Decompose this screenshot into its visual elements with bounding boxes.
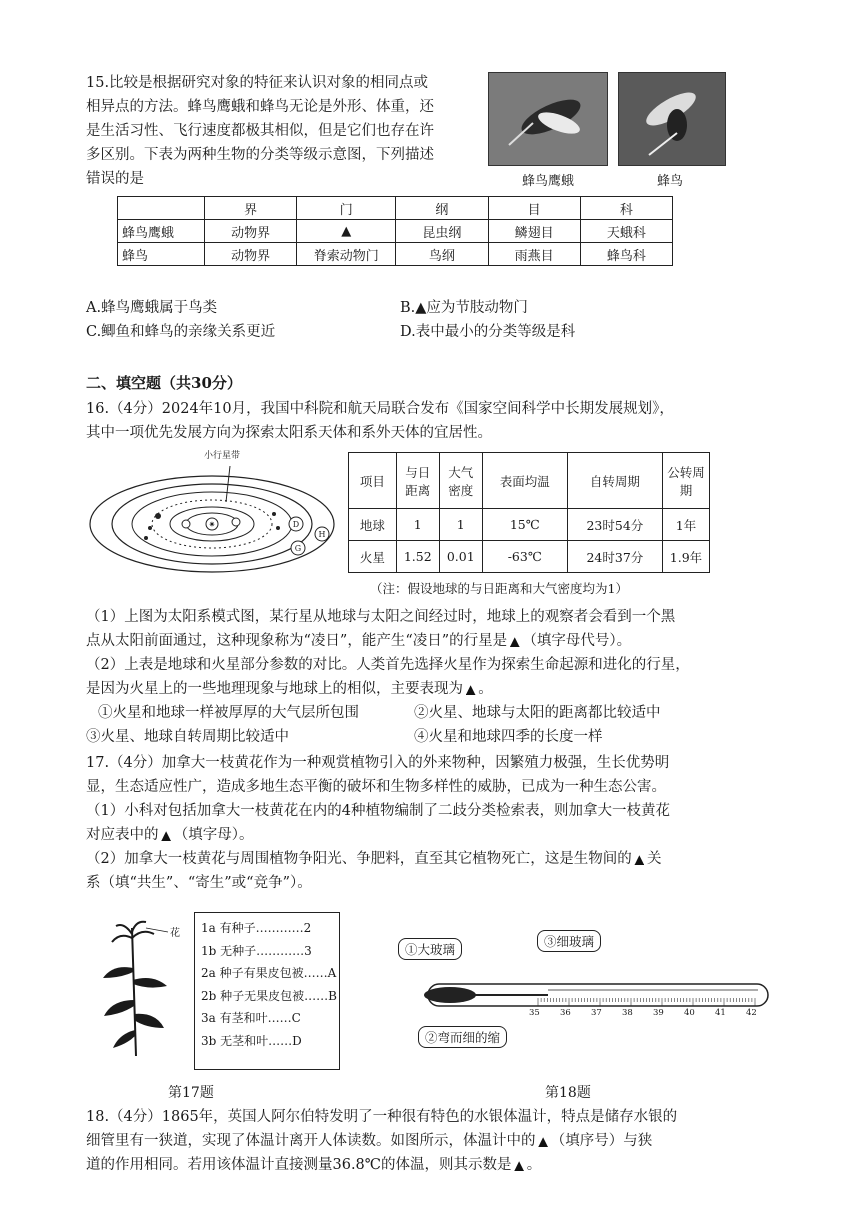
table-row bbox=[349, 541, 710, 573]
option-d: D.表中最小的分类等级是科 bbox=[400, 324, 576, 340]
classification-table bbox=[117, 196, 673, 266]
table-row bbox=[118, 243, 673, 266]
table-cell: 自转周期 bbox=[567, 453, 662, 509]
q15-line: 是生活习性、飞行速度都极其相似，但是它们也存在许 bbox=[86, 123, 434, 139]
figure-caption-17: 第17题 bbox=[168, 1085, 214, 1101]
q18-line-2: 细管里有一狭道，实现了体温计离开人体读数。如图所示，体温计中的 ▲ （填序号）与狭 bbox=[86, 1133, 653, 1149]
hummingbird-photo bbox=[618, 72, 726, 166]
q15-line: 相异点的方法。蜂鸟鹰蛾和蜂鸟无论是外形、体重，还 bbox=[86, 99, 434, 115]
q17-line: 显，生态适应性广，造成多地生态平衡的破坏和生物多样性的威胁，已成为一种生态公害。 bbox=[86, 779, 666, 795]
option-c: C.鲫鱼和蜂鸟的亲缘关系更近 bbox=[86, 324, 276, 340]
q17-line: 17.（4分）加拿大一枝黄花作为一种观赏植物引入的外来物种，因繁殖力极强，生长优势明 bbox=[86, 755, 670, 771]
scale-label: 36 bbox=[560, 1008, 571, 1018]
table-cell: 24时37分 bbox=[567, 541, 662, 573]
table-cell: 天蛾科 bbox=[580, 220, 672, 243]
table-cell: 鸟纲 bbox=[396, 243, 488, 266]
scale-label: 37 bbox=[591, 1008, 602, 1018]
q16-part1: （1）上图为太阳系模式图，某行星从地球与太阳之间经过时，地球上的观察者会看到一个黑 bbox=[86, 609, 676, 625]
table-cell: 1 bbox=[439, 509, 482, 541]
answer-blank[interactable]: ▲ bbox=[514, 1158, 524, 1172]
q16-choice-3: ③火星、地球自转周期比较适中 bbox=[86, 729, 289, 745]
table-cell: 雨燕目 bbox=[488, 243, 580, 266]
table-cell: 项目 bbox=[349, 453, 397, 509]
q15-line: 错误的是 bbox=[86, 171, 144, 187]
q17-line: （1）小科对包括加拿大一枝黄花在内的4种植物编制了二歧分类检索表，则加拿大一枝黄花 bbox=[86, 803, 670, 819]
table-cell: 1.52 bbox=[396, 541, 439, 573]
answer-blank[interactable]: ▲ bbox=[634, 852, 644, 866]
q16-part2-cont: 是因为火星上的一些地理现象与地球上的相似，主要表现为 ▲ 。 bbox=[86, 681, 493, 697]
answer-blank[interactable]: ▲ bbox=[510, 634, 520, 648]
table-cell: 纲 bbox=[396, 197, 488, 220]
table-cell: 科 bbox=[580, 197, 672, 220]
hawkmoth-photo bbox=[488, 72, 608, 166]
table-cell: -63℃ bbox=[482, 541, 567, 573]
scale-label: 40 bbox=[684, 1008, 695, 1018]
thermometer-scale bbox=[398, 1008, 778, 1022]
q16-choice-2: ②火星、地球与太阳的距离都比较适中 bbox=[414, 705, 661, 721]
option-b: B.▲应为节肢动物门 bbox=[400, 300, 528, 316]
table-cell: 蜂鸟科 bbox=[580, 243, 672, 266]
table-row bbox=[349, 453, 710, 509]
q17-part2: （2）加拿大一枝黄花与周围植物争阳光、争肥料，直至其它植物死亡，这是生物间的 ▲ 关 bbox=[86, 851, 662, 867]
table-cell: 火星 bbox=[349, 541, 397, 573]
figure-caption-18: 第18题 bbox=[545, 1085, 591, 1101]
planet-g-label: G bbox=[294, 544, 302, 553]
flower-label: 花 bbox=[170, 928, 180, 939]
table-cell: 15℃ bbox=[482, 509, 567, 541]
table-cell: 脊索动物门 bbox=[297, 243, 396, 266]
table-cell: 与日距离 bbox=[396, 453, 439, 509]
table-cell: 动物界 bbox=[205, 243, 297, 266]
key-item: 1a 有种子…………2 bbox=[201, 921, 312, 935]
answer-blank[interactable]: ▲ bbox=[466, 682, 476, 696]
key-item: 2a 种子有果皮包被……A bbox=[201, 966, 337, 980]
table-row bbox=[118, 197, 673, 220]
table-cell: 目 bbox=[488, 197, 580, 220]
scale-label: 42 bbox=[746, 1008, 757, 1018]
label-thin-glass: ③细玻璃 bbox=[537, 930, 601, 952]
scale-label: 35 bbox=[529, 1008, 540, 1018]
table-row bbox=[118, 220, 673, 243]
table-cell: 表面均温 bbox=[482, 453, 567, 509]
label-constriction: ②弯而细的缩 bbox=[418, 1026, 507, 1048]
q16-part1-cont: 点从太阳前面通过，这种现象称为“凌日”，能产生“凌日”的行星是 ▲ （填字母代号）。 bbox=[86, 633, 632, 649]
goldenrod-plant-drawing bbox=[96, 918, 186, 1058]
table-cell: 23时54分 bbox=[567, 509, 662, 541]
asteroid-belt-label: 小行星带 bbox=[204, 451, 241, 461]
table-cell: 蜂鸟 bbox=[118, 243, 205, 266]
table-cell: 1.9年 bbox=[663, 541, 710, 573]
table-cell: 大气密度 bbox=[439, 453, 482, 509]
q15-line: 多区别。下表为两种生物的分类等级示意图，下列描述 bbox=[86, 147, 434, 163]
q16-line: 其中一项优先发展方向为探索太阳系天体和系外天体的宜居性。 bbox=[86, 425, 492, 441]
q15-line: 15.比较是根据研究对象的特征来认识对象的相同点或 bbox=[86, 75, 429, 91]
table-cell: 昆虫纲 bbox=[396, 220, 488, 243]
hawkmoth-caption: 蜂鸟鹰蛾 bbox=[521, 174, 574, 189]
key-item: 3a 有茎和叶……C bbox=[201, 1011, 301, 1025]
label-large-bulb: ①大玻璃 bbox=[398, 938, 462, 960]
scale-label: 38 bbox=[622, 1008, 633, 1018]
table-row bbox=[349, 509, 710, 541]
solar-system-diagram bbox=[86, 444, 342, 580]
q16-choice-1: ①火星和地球一样被厚厚的大气层所包围 bbox=[98, 705, 359, 721]
planet-comparison-table bbox=[348, 452, 710, 573]
q17-part2-cont: 系（填“共生”、“寄生”或“竞争”）。 bbox=[86, 875, 312, 891]
scale-label: 39 bbox=[653, 1008, 664, 1018]
table-cell: 1 bbox=[396, 509, 439, 541]
planet-h-label: H bbox=[318, 530, 326, 539]
table-cell: 动物界 bbox=[205, 220, 297, 243]
q18-line: 18.（4分）1865年，英国人阿尔伯特发明了一种很有特色的水银体温计，特点是储存水银的 bbox=[86, 1109, 678, 1125]
option-a: A.蜂鸟鹰蛾属于鸟类 bbox=[86, 300, 218, 316]
answer-blank[interactable]: ▲ bbox=[538, 1134, 548, 1148]
table-cell: 公转周期 bbox=[663, 453, 710, 509]
table-cell: 门 bbox=[297, 197, 396, 220]
table-note: （注：假设地球的与日距离和大气密度均为1） bbox=[370, 581, 628, 596]
q18-line-3: 道的作用相同。若用该体温计直接测量36.8℃的体温，则其示数是 ▲ 。 bbox=[86, 1157, 542, 1173]
key-item: 2b 种子无果皮包被……B bbox=[201, 988, 337, 1003]
planet-d-label: D bbox=[292, 520, 300, 529]
table-cell: 界 bbox=[205, 197, 297, 220]
hummingbird-caption: 蜂鸟 bbox=[656, 174, 683, 189]
table-cell: 鳞翅目 bbox=[488, 220, 580, 243]
scale-label: 41 bbox=[715, 1008, 726, 1018]
table-cell bbox=[118, 197, 205, 220]
key-item: 3b 无茎和叶……D bbox=[201, 1033, 302, 1048]
answer-blank[interactable]: ▲ bbox=[161, 828, 171, 842]
table-cell: 蜂鸟鹰蛾 bbox=[118, 220, 205, 243]
table-cell: ▲ bbox=[297, 220, 396, 243]
table-cell: 0.01 bbox=[439, 541, 482, 573]
key-item: 1b 无种子…………3 bbox=[201, 943, 312, 958]
q17-part1-cont: 对应表中的 ▲ （填字母）。 bbox=[86, 827, 254, 843]
svg-text:✷: ✷ bbox=[208, 520, 216, 529]
q16-part2: （2）上表是地球和火星部分参数的对比。人类首先选择火星作为探索生命起源和进化的行星， bbox=[86, 657, 690, 673]
table-cell: 地球 bbox=[349, 509, 397, 541]
table-cell: 1年 bbox=[663, 509, 710, 541]
dichotomous-key bbox=[194, 912, 340, 1070]
q16-choice-4: ④火星和地球四季的长度一样 bbox=[414, 729, 603, 745]
section-title: 二、填空题（共30分） bbox=[86, 374, 242, 392]
q16-line: 16.（4分）2024年10月，我国中科院和航天局联合发布《国家空间科学中长期发展规划》， bbox=[86, 401, 674, 417]
